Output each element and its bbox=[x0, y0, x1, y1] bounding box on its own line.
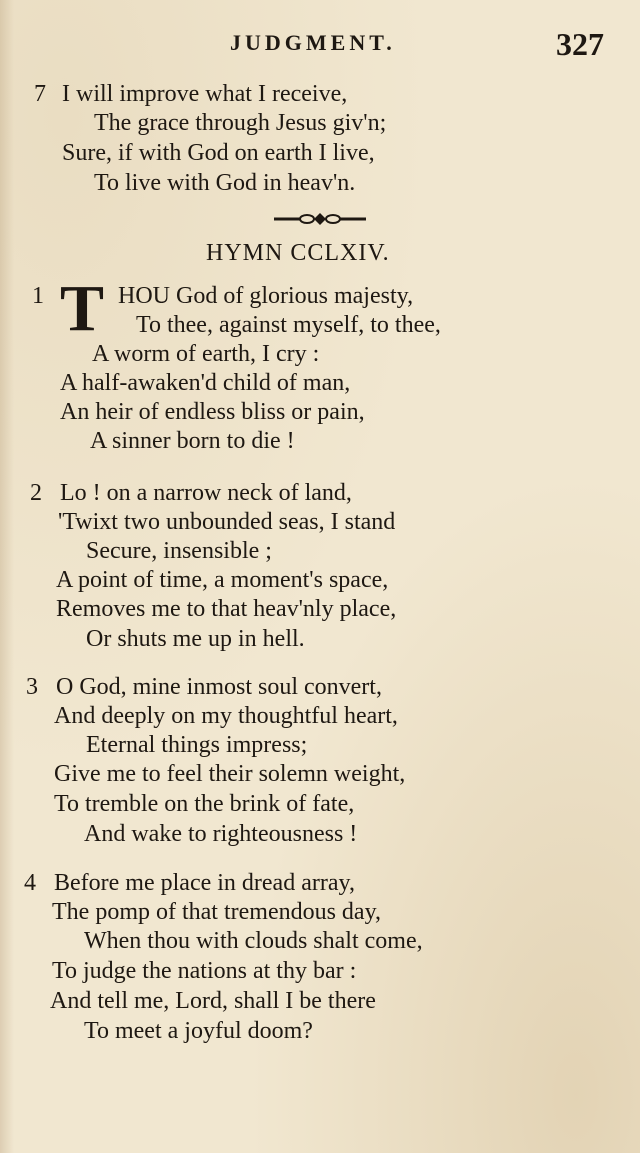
verse-line: HOU God of glorious majesty, bbox=[118, 283, 414, 309]
verse-line: Eternal things impress; bbox=[86, 732, 308, 758]
verse-line: To live with God in heav'n. bbox=[94, 170, 356, 196]
stanza-number: 4 bbox=[24, 870, 36, 896]
drop-cap: T bbox=[60, 272, 105, 345]
verse-line: O God, mine inmost soul convert, bbox=[56, 674, 382, 700]
verse-line: An heir of endless bliss or pain, bbox=[60, 399, 365, 425]
verse-line: Or shuts me up in hell. bbox=[86, 626, 305, 652]
stanza-number: 7 bbox=[34, 81, 46, 107]
verse-line: To meet a joyful doom? bbox=[84, 1018, 313, 1044]
ornament-divider bbox=[272, 212, 368, 226]
verse-line: To thee, against myself, to thee, bbox=[136, 312, 441, 338]
page-number: 327 bbox=[556, 26, 604, 62]
verse-line: 'Twixt two unbounded seas, I stand bbox=[58, 509, 396, 535]
verse-line: A half-awaken'd child of man, bbox=[60, 370, 351, 396]
verse-line: A sinner born to die ! bbox=[90, 428, 295, 454]
verse-line: To tremble on the brink of fate, bbox=[54, 791, 355, 817]
verse-line: When thou with clouds shalt come, bbox=[84, 928, 423, 954]
verse-line: I will improve what I receive, bbox=[62, 81, 348, 107]
verse-line: To judge the nations at thy bar : bbox=[52, 958, 357, 984]
verse-line: Sure, if with God on earth I live, bbox=[62, 140, 375, 166]
stanza-number: 3 bbox=[26, 674, 38, 700]
verse-line: And wake to righteousness ! bbox=[84, 821, 358, 847]
verse-line: A point of time, a moment's space, bbox=[56, 567, 389, 593]
stanza-number: 2 bbox=[30, 480, 42, 506]
verse-line: Lo ! on a narrow neck of land, bbox=[60, 480, 352, 506]
verse-line: Removes me to that heav'nly place, bbox=[56, 596, 397, 622]
verse-line: The pomp of that tremendous day, bbox=[52, 899, 382, 925]
verse-line: And deeply on my thoughtful heart, bbox=[54, 703, 398, 729]
verse-line: The grace through Jesus giv'n; bbox=[94, 110, 387, 136]
verse-line: A worm of earth, I cry : bbox=[92, 341, 320, 367]
stanza-number: 1 bbox=[32, 283, 44, 309]
verse-line: Before me place in dread array, bbox=[54, 870, 355, 896]
verse-line: Give me to feel their solemn weight, bbox=[54, 761, 406, 787]
hymn-title: HYMN CCLXIV. bbox=[206, 240, 390, 266]
verse-line: And tell me, Lord, shall I be there bbox=[50, 988, 376, 1014]
verse-line: Secure, insensible ; bbox=[86, 538, 272, 564]
running-head: JUDGMENT. bbox=[230, 30, 396, 55]
